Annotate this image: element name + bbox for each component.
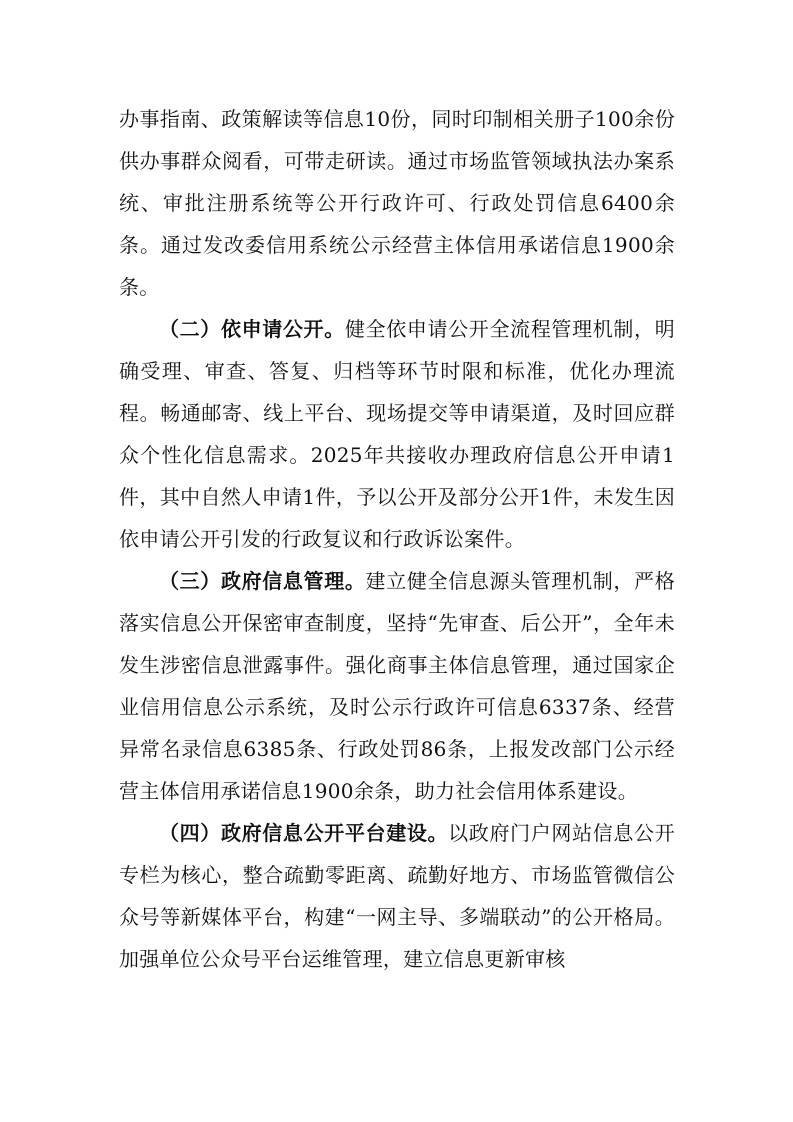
paragraph-body: 建立健全信息源头管理机制，严格落实信息公开保密审查制度，坚持“先审查、后公开”，全年未发生涉密信息泄露事件。强化商事主体信息管理，通过国家企业信用信息公示系统，及时公示行政许可信息6337条、经营异常名录信息6385条、行政处罚86条，上报发改部门公示经营主体信用承诺信息1900余条，助力社会信用体系建设。 bbox=[119, 569, 676, 803]
section-heading: （四）政府信息公开平台建设。 bbox=[159, 821, 449, 845]
section-heading: （二）依申请公开。 bbox=[159, 317, 345, 341]
paragraph-body: 以政府门户网站信息公开专栏为核心，整合疏勤零距离、疏勤好地方、市场监管微信公众号等新媒体平台，构建“一网主导、多端联动”的公开格局。加强单位公众号平台运维管理，建立信息更新审核 bbox=[119, 821, 675, 971]
paragraph-platform-construction bbox=[119, 812, 675, 980]
paragraph-body: 办事指南、政策解读等信息10份，同时印制相关册子100余份供办事群众阅看，可带走研读。通过市场监管领域执法办案系统、审批注册系统等公开行政许可、行政处罚信息6400余条。通过发改委信用系统公示经营主体信用承诺信息1900余条。 bbox=[119, 107, 675, 299]
paragraph-information-management bbox=[119, 560, 675, 812]
paragraph-application-disclosure bbox=[119, 308, 675, 560]
section-heading: （三）政府信息管理。 bbox=[159, 569, 366, 593]
paragraph-continuation bbox=[119, 98, 675, 308]
paragraph-body: 健全依申请公开全流程管理机制，明确受理、审查、答复、归档等环节时限和标准，优化办理流程。畅通邮寄、线上平台、现场提交等申请渠道，及时回应群众个性化信息需求。2025年共接收办理政府信息公开申请1件，其中自然人申请1件，予以公开及部分公开1件，未发生因依申请公开引发的行政复议和行政诉讼案件。 bbox=[119, 317, 675, 551]
document-body bbox=[119, 98, 675, 980]
